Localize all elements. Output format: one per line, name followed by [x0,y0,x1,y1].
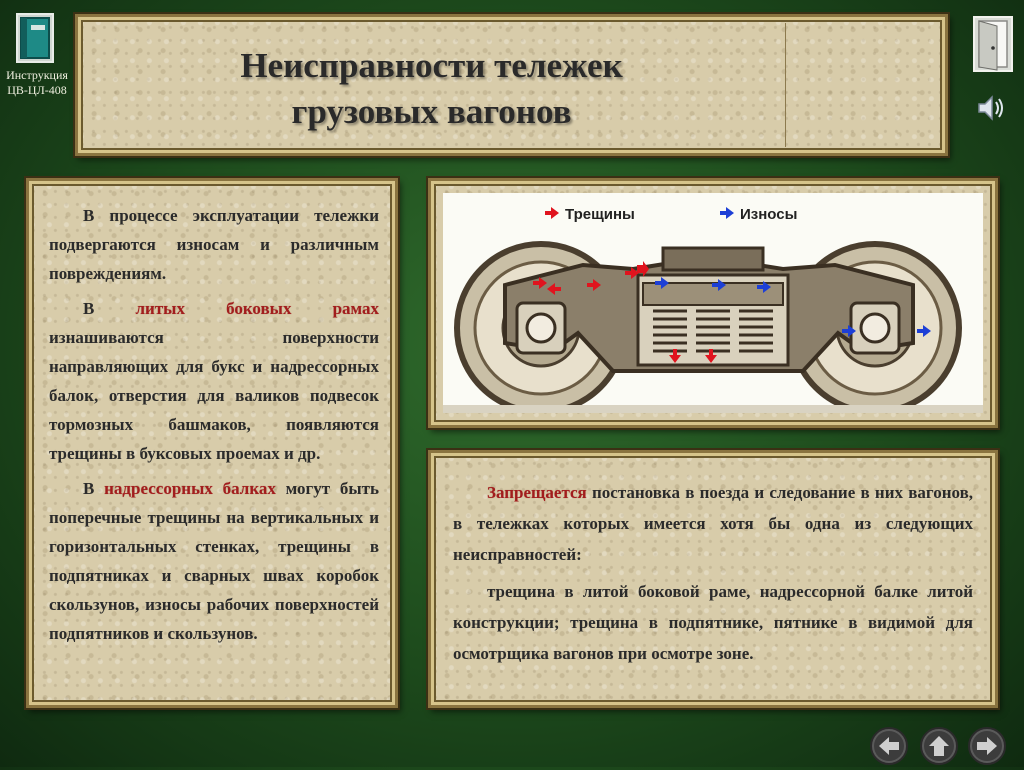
legend-cracks [545,206,635,223]
crack-legend-arrow-icon [545,207,559,219]
left-axle-hub [527,314,555,342]
home-up-icon [920,727,958,765]
legend-cracks-label: Трещины [565,206,635,223]
rail [443,405,983,413]
arrow-left-icon [870,727,908,765]
paragraph-intro: В процессе эксплуатации тележки подвергаются износам и различным повреждениям. [49,206,379,283]
bogie-svg [443,193,983,413]
highlight-prohibited: Запрещается [487,483,587,502]
legend-wear [720,206,797,223]
prohibition-text [453,477,973,675]
paragraph-defects: трещина в литой боковой раме, надрессорной балке литой конструкции; трещина в подпятнике, пятнике в видимой для осмотрщика вагонов при осмотре зоне. [453,582,973,663]
highlight-bolsters: надрессорных балках [104,479,276,498]
legend-wear-label: Износы [740,206,798,223]
wear-legend-arrow-icon [720,207,734,219]
instruction-label[interactable]: Инструкция ЦВ-ЦЛ-408 [6,68,68,97]
title-panel [75,14,948,156]
description-text [49,201,379,654]
paragraph-side-frames: В литых боковых рамах изнашиваются поверхности направляющих для букс и надрессорных балок, отверстия для валиков подвесок тормозных башмаков, появляются трещины в буксовых проемах и др. [49,299,379,463]
bogie-diagram-panel [428,178,998,428]
arrow-right-icon [968,727,1006,765]
paragraph-bolsters: В надрессорных балках могут быть поперечные трещины на вертикальных и горизонтальных стенках, трещины в подпятниках и сварных швах коробок скользунов, износы рабочих поверхностей подпятников и скользунов. [49,479,379,643]
bogie-diagram [443,193,983,413]
right-axle-hub [861,314,889,342]
door-exit-icon[interactable] [973,16,1013,72]
bolster-top [663,248,763,270]
paragraph-prohibited: Запрещается постановка в поезда и следование в них вагонов, в тележках которых имеется хотя бы одна из следующих неисправностей: [453,483,973,564]
prohibition-panel [428,450,998,708]
next-slide-button[interactable] [968,727,1006,765]
speaker-icon[interactable] [976,92,1008,124]
highlight-side-frames: литых боковых рамах [135,299,379,318]
description-panel [26,178,398,708]
title-divider [785,23,786,147]
home-button[interactable] [920,727,958,765]
prev-slide-button[interactable] [870,727,908,765]
instruction-book-icon[interactable] [16,13,54,63]
page-title: Неисправности тележек грузовых вагонов [240,46,623,131]
